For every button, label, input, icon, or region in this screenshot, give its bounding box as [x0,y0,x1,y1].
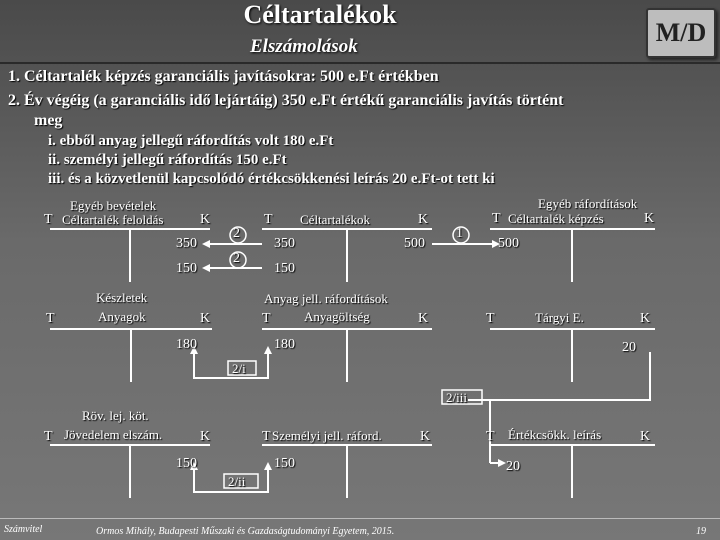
account-value: 500 [498,236,519,251]
account-title: Anyagöltség [304,309,370,324]
account-value: 180 [176,337,197,352]
page-number: 19 [696,526,706,537]
account-value: 20 [622,340,636,355]
debit-side-label: T [492,211,501,226]
credit-side-label: K [418,311,429,326]
account-title: Céltartalék feloldás [62,212,164,227]
footer-center: Ormos Mihály, Budapesti Műszaki és Gazdaságtudományi Egyetem, 2015. [96,526,395,537]
credit-side-label: K [640,311,651,326]
account-value: 150 [176,456,197,471]
account-title: Értékcsökk. leírás [508,427,602,442]
credit-side-label: K [420,429,431,444]
account-title: Céltartalék képzés [508,211,604,226]
sub-item: ii. személyi jellegű ráfordítás 150 e.Ft [48,152,287,168]
credit-side-label: K [200,311,211,326]
account-title: Anyagok [98,309,146,324]
sub-item: i. ebből anyag jellegű ráfordítás volt 180 e.Ft [48,133,334,149]
debit-side-label: T [262,429,271,444]
credit-side-label: K [644,211,655,226]
credit-side-label: K [200,212,211,227]
account-value: 350 [274,236,295,251]
credit-side-label: K [418,212,429,227]
account-title: Anyag jell. ráfordítások [264,291,388,306]
logo: M/D [646,8,716,58]
marker-2i-label: 2/i [232,361,246,376]
account-title: Céltartalékok [300,212,371,227]
account-value: 20 [506,459,520,474]
account-title: Jövedelem elszám. [64,427,163,442]
page-subtitle: Elszámolások [250,36,358,57]
page-title: Céltartalékok [243,0,397,29]
marker-3-label: 1 [456,226,463,241]
debit-side-label: T [486,311,495,326]
marker-2iii-label: 2/iii [446,390,467,405]
debit-side-label: T [262,311,271,326]
debit-side-label: T [486,429,495,444]
footer-left: Számvitel [4,524,43,535]
debit-side-label: T [44,212,53,227]
marker-2ii-label: 2/ii [228,474,246,489]
credit-side-label: K [640,429,651,444]
account-value: 350 [176,236,197,251]
sub-item: iii. és a közvetlenül kapcsolódó értékcsökkenési leírás 20 e.Ft-ot tett ki [48,171,495,187]
account-value: 150 [176,261,197,276]
account-title: Röv. lej. köt. [82,408,149,423]
account-value: 500 [404,236,425,251]
account-value: 150 [274,261,295,276]
account-value: 150 [274,456,295,471]
footer-divider [0,518,720,519]
marker-2-label: 2 [233,251,240,266]
debit-side-label: T [264,212,273,227]
marker-1-label: 2 [233,226,240,241]
account-value: 180 [274,337,295,352]
account-title: Készletek [96,290,148,305]
account-title: Személyi jell. ráford. [272,428,382,443]
account-title: Egyéb ráfordítások [538,196,638,211]
list-item: 2. Év végéig (a garanciális idő lejártáig) 350 e.Ft értékű garanciális javítás történt [8,92,564,109]
debit-side-label: T [44,429,53,444]
account-title: Tárgyi E. [535,310,584,325]
list-item: 1. Céltartalék képzés garanciális javításokra: 500 e.Ft értékben [8,68,439,85]
account-title: Egyéb bevételek [70,198,157,213]
list-item: meg [34,112,63,129]
debit-side-label: T [46,311,55,326]
credit-side-label: K [200,429,211,444]
